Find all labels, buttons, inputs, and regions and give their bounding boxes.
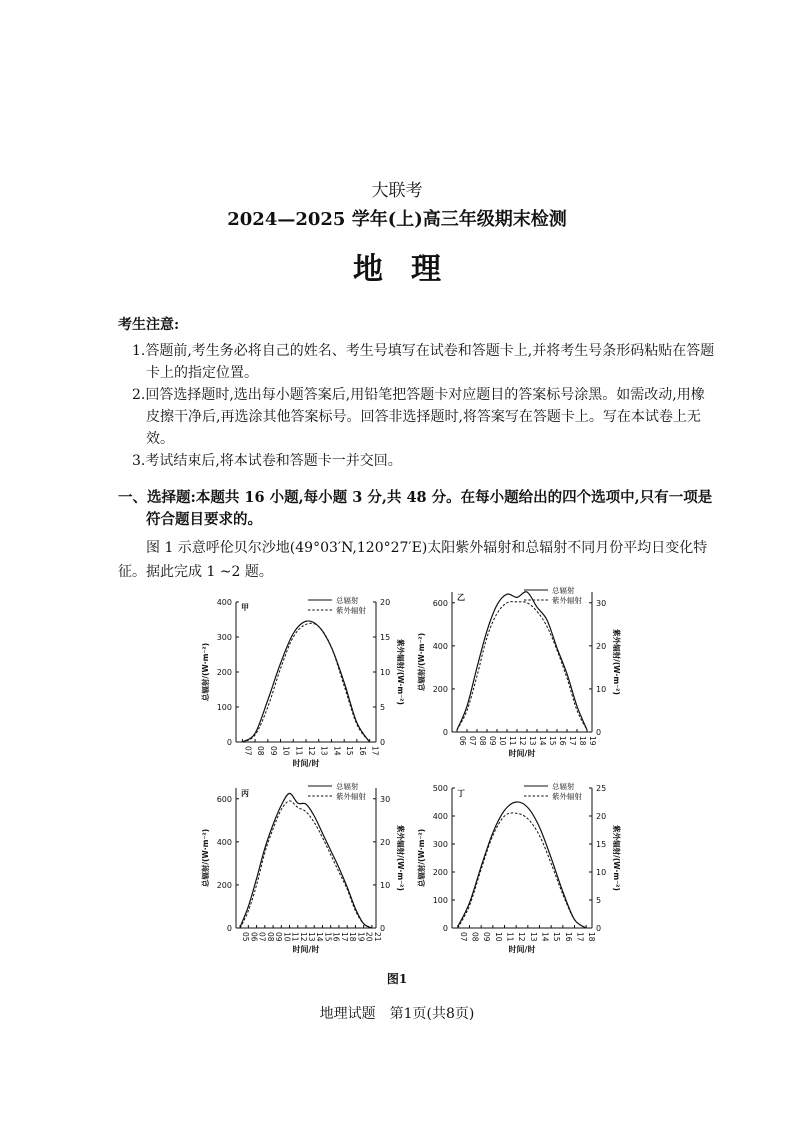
legend-label: 紫外辐射 xyxy=(336,792,366,801)
y-tick-label-left: 400 xyxy=(432,812,448,821)
x-tick-label: 21 xyxy=(372,932,382,942)
y-tick-label-right: 15 xyxy=(380,633,391,642)
series-line-uv-radiation xyxy=(457,602,587,730)
x-tick-label: 13 xyxy=(528,736,537,746)
x-tick-label: 11 xyxy=(294,746,304,756)
x-tick-label: 10 xyxy=(493,932,503,942)
x-tick-label: 07 xyxy=(468,736,477,746)
x-tick-label: 15 xyxy=(323,932,333,942)
x-tick-label: 13 xyxy=(307,932,316,942)
x-tick-label: 17 xyxy=(568,736,577,746)
x-tick-label: 13 xyxy=(319,746,329,756)
subject-title: 地理 xyxy=(353,252,469,287)
chart-panel-yi xyxy=(412,582,621,761)
legend-label: 紫外辐射 xyxy=(336,606,366,615)
panel-label: 乙 xyxy=(457,593,465,602)
x-tick-label: 11 xyxy=(508,736,517,746)
section-heading xyxy=(118,487,722,531)
y-tick-label-right: 20 xyxy=(380,598,391,607)
y-tick-label-left: 600 xyxy=(432,598,448,608)
y-tick-label-right: 20 xyxy=(596,641,607,651)
x-tick-label: 07 xyxy=(257,932,267,942)
y-tick-label-right: 10 xyxy=(596,684,607,694)
series-line-uv-radiation xyxy=(242,623,369,742)
x-tick-label: 14 xyxy=(315,932,325,942)
x-tick-label: 15 xyxy=(345,746,355,756)
x-tick-label: 12 xyxy=(298,932,308,942)
chart-svg xyxy=(412,582,621,758)
y-tick-label-right: 20 xyxy=(596,812,607,821)
notice-heading: 考生注意: xyxy=(118,317,180,333)
y-tick-label-left: 0 xyxy=(442,924,448,933)
x-tick-label: 09 xyxy=(274,932,284,942)
x-tick-label: 09 xyxy=(482,932,492,942)
notice-item-2: 2.回答选择题时,选出每小题答案后,用铅笔把答题卡对应题目的答案标号涂黑。如需改动,用橡皮擦干净后,再选涂其他答案标号。回答非选择题时,将答案写在答题卡上。写在本试卷上无效。 xyxy=(132,387,705,447)
y-axis-label-left: 总辐射/(W·m⁻²) xyxy=(417,828,426,888)
y-tick-label-right: 25 xyxy=(596,784,607,793)
legend-label: 总辐射 xyxy=(336,596,359,605)
x-tick-label: 16 xyxy=(563,932,573,942)
x-tick-label: 12 xyxy=(518,736,527,746)
y-axis-label-right: 紫外辐射/(W·m⁻²) xyxy=(396,639,405,705)
y-tick-label-left: 400 xyxy=(216,837,232,847)
y-tick-label-left: 300 xyxy=(216,633,232,642)
panel-label: 丙 xyxy=(241,789,249,798)
x-tick-label: 18 xyxy=(587,932,597,942)
x-tick-label: 07 xyxy=(243,746,253,756)
x-tick-label: 17 xyxy=(575,932,585,942)
y-tick-label-left: 100 xyxy=(432,896,448,905)
y-axis-label-left: 总辐射/(W·m⁻²) xyxy=(417,632,426,692)
x-tick-label: 16 xyxy=(331,932,341,942)
x-tick-label: 10 xyxy=(498,736,507,746)
x-tick-label: 18 xyxy=(348,932,358,942)
x-tick-label: 17 xyxy=(339,932,349,942)
x-axis-label: 时间/时 xyxy=(508,749,536,758)
x-tick-label: 06 xyxy=(249,932,259,942)
y-tick-label-left: 100 xyxy=(216,703,232,712)
legend-label: 总辐射 xyxy=(552,586,575,595)
x-tick-label: 19 xyxy=(588,736,597,746)
y-tick-label-right: 0 xyxy=(380,738,386,747)
x-tick-label: 11 xyxy=(290,932,300,942)
y-tick-label-right: 10 xyxy=(596,868,607,877)
x-tick-label: 10 xyxy=(281,746,291,756)
y-tick-label-left: 0 xyxy=(442,728,448,737)
x-tick-label: 12 xyxy=(307,746,316,756)
y-axis-label-right: 紫外辐射/(W·m⁻²) xyxy=(612,629,621,695)
x-tick-label: 19 xyxy=(356,932,366,942)
x-tick-label: 08 xyxy=(470,932,480,942)
x-axis-label: 时间/时 xyxy=(292,759,320,768)
x-tick-label: 14 xyxy=(538,736,547,746)
page-footer: 地理试题 第1页(共8页) xyxy=(319,1006,475,1022)
y-axis-label-left: 总辐射/(W·m⁻²) xyxy=(201,828,210,888)
x-tick-label: 08 xyxy=(265,932,275,942)
y-tick-label-left: 200 xyxy=(216,880,232,890)
x-tick-label: 16 xyxy=(558,736,567,746)
y-tick-label-right: 0 xyxy=(380,924,386,933)
chart-svg xyxy=(412,778,621,954)
chart-panel-bing xyxy=(196,778,405,957)
series-line-total-radiation xyxy=(457,592,587,730)
x-axis-label: 时间/时 xyxy=(508,945,536,954)
y-tick-label-left: 0 xyxy=(226,738,232,747)
chart-svg xyxy=(196,778,405,954)
chart-panel-ding xyxy=(412,778,621,957)
y-tick-label-left: 400 xyxy=(216,598,232,607)
legend-label: 紫外辐射 xyxy=(552,792,582,801)
y-tick-label-left: 200 xyxy=(216,668,232,677)
x-tick-label: 20 xyxy=(364,932,374,942)
question-intro: 图 1 示意呼伦贝尔沙地(49°03′N,120°27′E)太阳紫外辐射和总辐射不同月份平均日变化特征。据此完成 1 ~2 题。 xyxy=(118,540,708,580)
chart-svg xyxy=(196,592,405,768)
x-tick-label: 12 xyxy=(517,932,527,942)
notice-item-1: 1.答题前,考生务必将自己的姓名、考生号填写在试卷和答题卡上,并将考生号条形码粘贴在答题卡上的指定位置。 xyxy=(132,343,715,381)
figure-caption: 图1 xyxy=(386,972,408,986)
x-axis-label: 时间/时 xyxy=(292,945,320,954)
y-tick-label-right: 0 xyxy=(596,728,602,737)
y-tick-label-right: 5 xyxy=(380,703,386,712)
y-axis-label-right: 紫外辐射/(W·m⁻²) xyxy=(612,825,621,891)
exam-title: 2024—2025 学年(上)高三年级期末检测 xyxy=(227,209,567,230)
x-tick-label: 11 xyxy=(505,932,515,942)
y-tick-label-left: 200 xyxy=(432,868,448,877)
y-axis-label-right: 紫外辐射/(W·m⁻²) xyxy=(396,825,405,891)
y-tick-label-right: 20 xyxy=(380,837,391,847)
legend-label: 总辐射 xyxy=(552,782,575,791)
x-tick-label: 15 xyxy=(552,932,562,942)
y-tick-label-left: 300 xyxy=(432,840,448,849)
y-tick-label-left: 200 xyxy=(432,684,448,694)
exam-name: 大联考 xyxy=(371,181,423,201)
y-tick-label-right: 0 xyxy=(596,924,602,933)
y-axis-label-left: 总辐射/(W·m⁻²) xyxy=(201,642,210,702)
chart-panel-jia xyxy=(196,592,405,771)
series-line-total-radiation xyxy=(458,802,586,928)
y-tick-label-right: 15 xyxy=(596,840,607,849)
notice-block xyxy=(118,314,718,472)
y-tick-label-left: 400 xyxy=(432,641,448,651)
x-tick-label: 07 xyxy=(458,932,468,942)
x-tick-label: 09 xyxy=(488,736,497,746)
x-tick-label: 17 xyxy=(370,746,380,756)
notice-item-3: 3.考试结束后,将本试卷和答题卡一并交回。 xyxy=(132,453,402,469)
y-tick-label-right: 30 xyxy=(380,794,391,804)
section-heading-line2: 符合题目要求的。 xyxy=(146,511,262,528)
x-tick-label: 15 xyxy=(548,736,557,746)
x-tick-label: 10 xyxy=(282,932,292,942)
y-tick-label-right: 10 xyxy=(380,668,391,677)
x-tick-label: 14 xyxy=(540,932,550,942)
x-tick-label: 14 xyxy=(332,746,342,756)
y-tick-label-left: 600 xyxy=(216,794,232,804)
x-tick-label: 05 xyxy=(241,932,251,942)
y-tick-label-left: 500 xyxy=(432,784,448,793)
panel-label: 甲 xyxy=(241,603,249,612)
series-line-uv-radiation xyxy=(458,813,586,928)
panel-label: 丁 xyxy=(457,789,465,798)
x-tick-label: 18 xyxy=(578,736,587,746)
x-tick-label: 13 xyxy=(528,932,538,942)
x-tick-label: 16 xyxy=(357,746,367,756)
y-tick-label-right: 5 xyxy=(596,896,602,905)
series-line-total-radiation xyxy=(240,793,372,928)
y-tick-label-left: 0 xyxy=(226,924,232,933)
y-tick-label-right: 30 xyxy=(596,598,607,608)
x-tick-label: 08 xyxy=(478,736,487,746)
legend-label: 总辐射 xyxy=(336,782,359,791)
y-tick-label-right: 10 xyxy=(380,880,391,890)
legend-label: 紫外辐射 xyxy=(552,596,582,605)
x-tick-label: 09 xyxy=(268,746,278,756)
x-tick-label: 06 xyxy=(458,736,467,746)
section-heading-line1: 一、选择题:本题共 16 小题,每小题 3 分,共 48 分。在每小题给出的四个选项中,只有一项是 xyxy=(118,489,713,506)
x-tick-label: 08 xyxy=(256,746,266,756)
